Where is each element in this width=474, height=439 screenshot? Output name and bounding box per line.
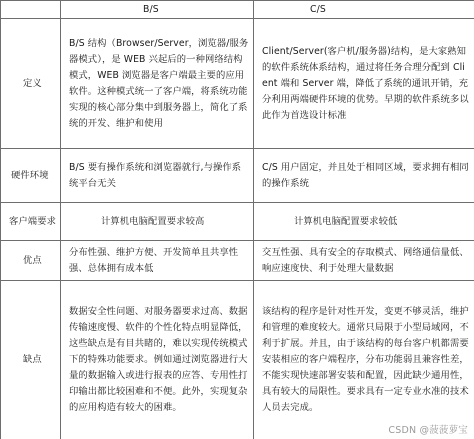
- header-bs: B/S: [61, 1, 254, 19]
- table-row-advantages: [1, 241, 474, 281]
- header-cs: C/S: [254, 1, 474, 19]
- header-empty-cell: [1, 1, 61, 19]
- table-row-client-requirements: [1, 203, 474, 241]
- table-row-disadvantages: [1, 281, 474, 439]
- row-label-definition: 定义: [1, 19, 61, 149]
- client-cs-cell: 计算机电脑配置要求较低: [254, 203, 474, 241]
- disadvantages-bs-cell: 数据安全性问题、对服务器要求过高、数据传输速度慢、软件的个性化特点明显降低，这些缺点是有目共睹的，难以实现传统模式下的特殊功能要求。例如通过浏览器进行大量的数据输入或进行报表的应答、专用性打印输出都比较困难和不便。此外，实现复杂的应用构造有较大的困难。: [61, 281, 254, 439]
- disadvantages-cs-cell: 该结构的程序是针对性开发，变更不够灵活，维护和管理的难度较大。通常只局限于小型局域网，不利于扩展。并且，由于该结构的每台客户机都需要安装相应的客户端程序，分布功能弱且兼容性差，不能实现快速部署安装和配置，因此缺少通用性，具有较大的局限性。要求具有一定专业水准的技术人员去完成。: [254, 281, 474, 439]
- row-label-disadvantages: 缺点: [1, 281, 61, 439]
- definition-cs-cell: Client/Server(客户机/服务器)结构，是大家熟知的软件系统体系结构，通过将任务合理分配到 Client 端和 Server 端，降低了系统的通讯开销，充分利用两端硬件环境的优势。早期的软件系统多以此作为首选设计标准: [254, 19, 474, 149]
- row-label-advantages: 优点: [1, 241, 61, 281]
- row-label-client-requirements: 客户端要求: [1, 203, 61, 241]
- advantages-bs-cell: 分布性强、维护方便、开发简单且共享性强、总体拥有成本低: [61, 241, 254, 281]
- hardware-bs-cell: B/S 要有操作系统和浏览器就行,与操作系统平台无关: [61, 149, 254, 203]
- table-row-hardware: [1, 149, 474, 203]
- table-header-row: [1, 1, 474, 19]
- csdn-watermark: CSDN @菠菠萝宝: [388, 425, 468, 436]
- client-bs-cell: 计算机电脑配置要求较高: [61, 203, 254, 241]
- definition-bs-cell: B/S 结构（Browser/Server，浏览器/服务器模式），是 WEB 兴起后的一种网络结构模式，WEB 浏览器是客户端最主要的应用软件。这种模式统一了客户端，将系统功能实现的核心部分集中到服务器上，简化了系统的开发、维护和使用: [61, 19, 254, 149]
- table-row-definition: [1, 19, 474, 149]
- advantages-cs-cell: 交互性强、具有安全的存取模式、网络通信量低、响应速度快、利于处理大量数据: [254, 241, 474, 281]
- hardware-cs-cell: C/S 用户固定，并且处于相同区域，要求拥有相同的操作系统: [254, 149, 474, 203]
- row-label-hardware: 硬件环境: [1, 149, 61, 203]
